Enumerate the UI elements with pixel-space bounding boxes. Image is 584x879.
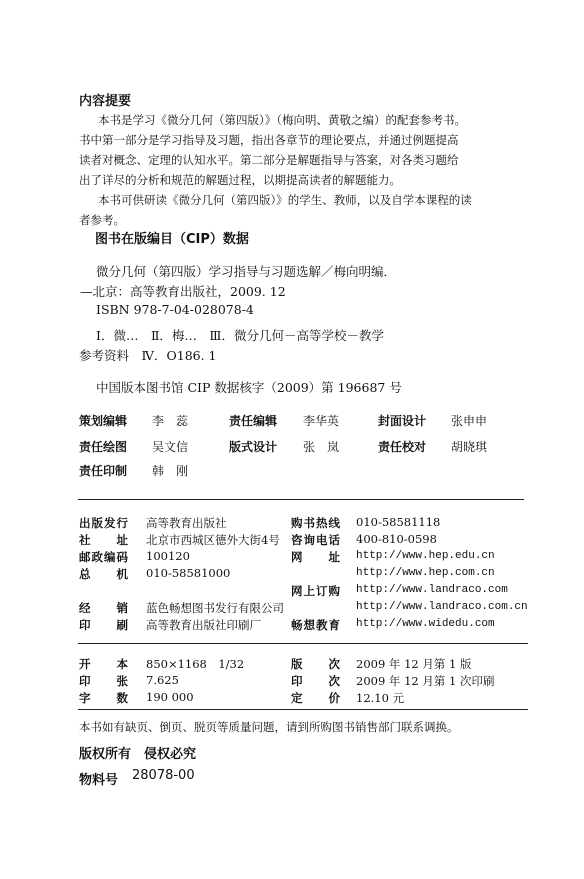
website-link: http://www.landraco.com <box>356 584 508 596</box>
credit-label: 版式设计 <box>229 440 278 454</box>
spec-label: 印 次 <box>291 674 341 688</box>
spec-value: 7.625 <box>146 673 179 687</box>
publisher-value: 北京市西城区德外大街4号 <box>146 533 280 547</box>
credit-label: 责任绘图 <box>79 440 128 454</box>
publisher-label: 总 机 <box>79 567 129 581</box>
publisher-label: 网上订购 <box>291 584 341 598</box>
publisher-value: 010-58581118 <box>356 515 441 529</box>
spec-label: 印 张 <box>79 674 129 688</box>
credit-label: 责任编辑 <box>229 414 278 428</box>
credit-value: 张申申 <box>451 414 488 428</box>
divider <box>78 499 524 500</box>
publisher-label: 印 刷 <box>79 618 129 632</box>
credit-value: 李 蕊 <box>152 414 189 428</box>
divider <box>78 709 528 710</box>
website-link: http://www.hep.edu.cn <box>356 550 495 562</box>
website-link: http://www.landraco.com.cn <box>356 601 528 613</box>
publisher-label: 畅想教育 <box>291 618 341 632</box>
publisher-label: 购书热线 <box>291 516 341 530</box>
credit-value: 李华英 <box>303 414 340 428</box>
abstract-line: 者参考。 <box>79 213 125 227</box>
quality-notice: 本书如有缺页、倒页、脱页等质量问题，请到所购图书销售部门联系调换。 <box>79 720 459 734</box>
material-number-label: 物料号 <box>79 773 119 788</box>
spec-label: 开 本 <box>79 657 129 671</box>
credit-value: 吴文信 <box>152 440 189 454</box>
cip-classification: Ⅰ．微… Ⅱ．梅… Ⅲ．微分几何－高等学校－教学 <box>96 328 384 343</box>
cip-title: 图书在版编目（CIP）数据 <box>95 232 249 247</box>
credit-value: 韩 刚 <box>152 464 189 478</box>
publisher-value: 010-58581000 <box>146 566 231 580</box>
abstract-line: 本书是学习《微分几何（第四版）》（梅向明、黄敬之编）的配套参考书。 <box>98 113 466 127</box>
abstract-line: 本书可供研读《微分几何（第四版）》的学生、教师，以及自学本课程的读 <box>98 193 472 207</box>
credit-label: 封面设计 <box>378 414 427 428</box>
publisher-value: 400-810-0598 <box>356 532 437 546</box>
cip-isbn: ISBN 978-7-04-028078-4 <box>96 302 254 317</box>
spec-label: 字 数 <box>79 691 129 705</box>
publisher-label: 出版发行 <box>79 516 129 530</box>
spec-label: 版 次 <box>291 657 341 671</box>
spec-value: 850×1168 1/32 <box>146 657 245 671</box>
publisher-label: 社 址 <box>79 533 129 547</box>
spec-value: 12.10 元 <box>356 691 405 705</box>
cip-line: 微分几何（第四版）学习指导与习题选解／梅向明编． <box>96 264 397 279</box>
publisher-label: 邮政编码 <box>79 550 129 564</box>
credit-label: 责任校对 <box>378 440 427 454</box>
spec-label: 定 价 <box>291 691 341 705</box>
credit-label: 策划编辑 <box>79 414 128 428</box>
publisher-value: 高等教育出版社印刷厂 <box>146 618 261 632</box>
credit-label: 责任印制 <box>79 464 128 478</box>
copyright-notice: 版权所有 侵权必究 <box>79 747 197 762</box>
divider <box>78 643 528 644</box>
publisher-label: 经 销 <box>79 601 129 615</box>
abstract-line: 读者对概念、定理的认知水平。第二部分是解题指导与答案，对各类习题给 <box>79 153 459 167</box>
abstract-line: 书中第一部分是学习指导及习题，指出各章节的理论要点，并通过例题提高 <box>79 133 459 147</box>
spec-value: 2009 年 12 月第 1 版 <box>356 657 472 671</box>
website-link: http://www.hep.com.cn <box>356 567 495 579</box>
publisher-label: 咨询电话 <box>291 533 341 547</box>
material-number-value: 28078-00 <box>132 768 195 783</box>
publisher-label: 网 址 <box>291 550 341 564</box>
publisher-value: 高等教育出版社 <box>146 516 227 530</box>
abstract-title: 内容提要 <box>79 94 132 109</box>
cip-line: —北京：高等教育出版社，2009. 12 <box>80 284 286 299</box>
website-link: http://www.widedu.com <box>356 618 495 630</box>
abstract-line: 出了详尽的分析和规范的解题过程，以期提高读者的解题能力。 <box>79 173 401 187</box>
spec-value: 2009 年 12 月第 1 次印刷 <box>356 674 495 688</box>
publisher-value: 100120 <box>146 549 190 563</box>
cip-classification: 参考资料 Ⅳ．O186. 1 <box>79 348 217 363</box>
cip-record: 中国版本图书馆 CIP 数据核字（2009）第 196687 号 <box>96 380 402 395</box>
credit-value: 胡晓琪 <box>451 440 488 454</box>
publisher-value: 蓝色畅想图书发行有限公司 <box>146 601 284 615</box>
spec-value: 190 000 <box>146 690 194 704</box>
credit-value: 张 岚 <box>303 440 340 454</box>
